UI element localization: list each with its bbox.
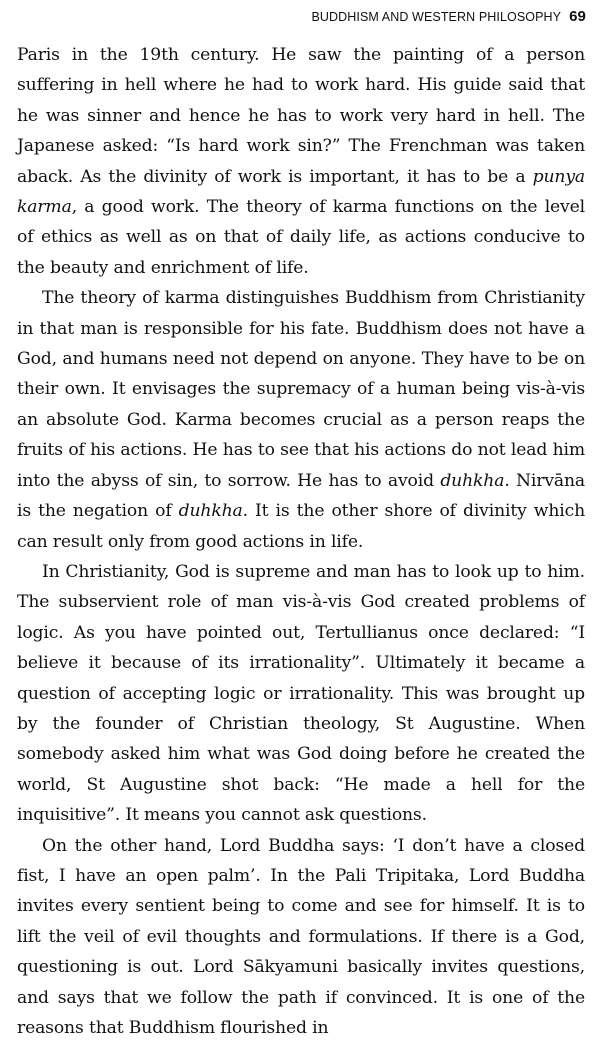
text-run: Paris in the 19th century. He saw the painting of a person suffering in hell where he had to work hard. His guide said that he was sinner and hence he has to work very hard in hell. The Japanese asked: “Is hard work sin?” The Frenchman was taken aback. As the divinity of work is important, it has to be a xyxy=(17,45,585,187)
text-run: The theory of karma distinguishes Buddhism from Christianity in that man is responsible for his fate. Buddhism does not have a God, and humans need not depend on anyone. They have to be on their own. It envisages the supremacy of a human being vis-à-vis an absolute God. Karma becomes crucial as a person reaps the fruits of his actions. He has to see that his actions do not lead him into the abyss of sin, to sorrow. He has to avoid xyxy=(17,288,585,491)
text-run: . Nirvāna is the negation of xyxy=(17,470,585,522)
text-run: In Christianity, God is supreme and man has to look up to him. The subservient role of man vis-à-vis God created problems of logic. As you have pointed out, Tertullianus once declared: “I believe it because of its irrationality”. Ultimately it became a question of accepting logic or irrationality. This was brought up by the founder of Christian theology, St Augustine. When somebody asked him what was God doing before he created the world, St Augustine shot back: “He made a hell for the inquisitive”. It means you cannot ask questions. xyxy=(17,561,585,826)
body-text xyxy=(17,40,585,1043)
italic-term: duhkha xyxy=(440,470,505,491)
italic-term: punya karma xyxy=(17,166,585,218)
page-number: 69 xyxy=(569,8,586,25)
running-header xyxy=(311,8,586,25)
text-run: , a good work. The theory of karma functions on the level of ethics as well as on that of daily life, as actions conducive to the beauty and enrichment of life. xyxy=(17,197,585,278)
text-run: . It is the other shore of divinity which can result only from good actions in life. xyxy=(17,501,585,552)
paragraph xyxy=(17,831,585,1043)
text-run: On the other hand, Lord Buddha says: ‘I don’t have a closed fist, I have an open palm’. In the Pali Tripitaka, Lord Buddha invites every sentient being to come and see for himself. It is to lift the veil of evil thoughts and formulations. If there is a God, questioning is out. Lord Sākyamuni basically invites questions, and says that we follow the path if convinced. It is one of the reasons that Buddhism flourished in xyxy=(17,835,585,1038)
paragraph xyxy=(17,40,585,283)
running-title: BUDDHISM AND WESTERN PHILOSOPHY xyxy=(311,10,562,24)
paragraph xyxy=(17,557,585,831)
paragraph xyxy=(17,283,585,557)
italic-term: duhkha xyxy=(178,501,243,522)
